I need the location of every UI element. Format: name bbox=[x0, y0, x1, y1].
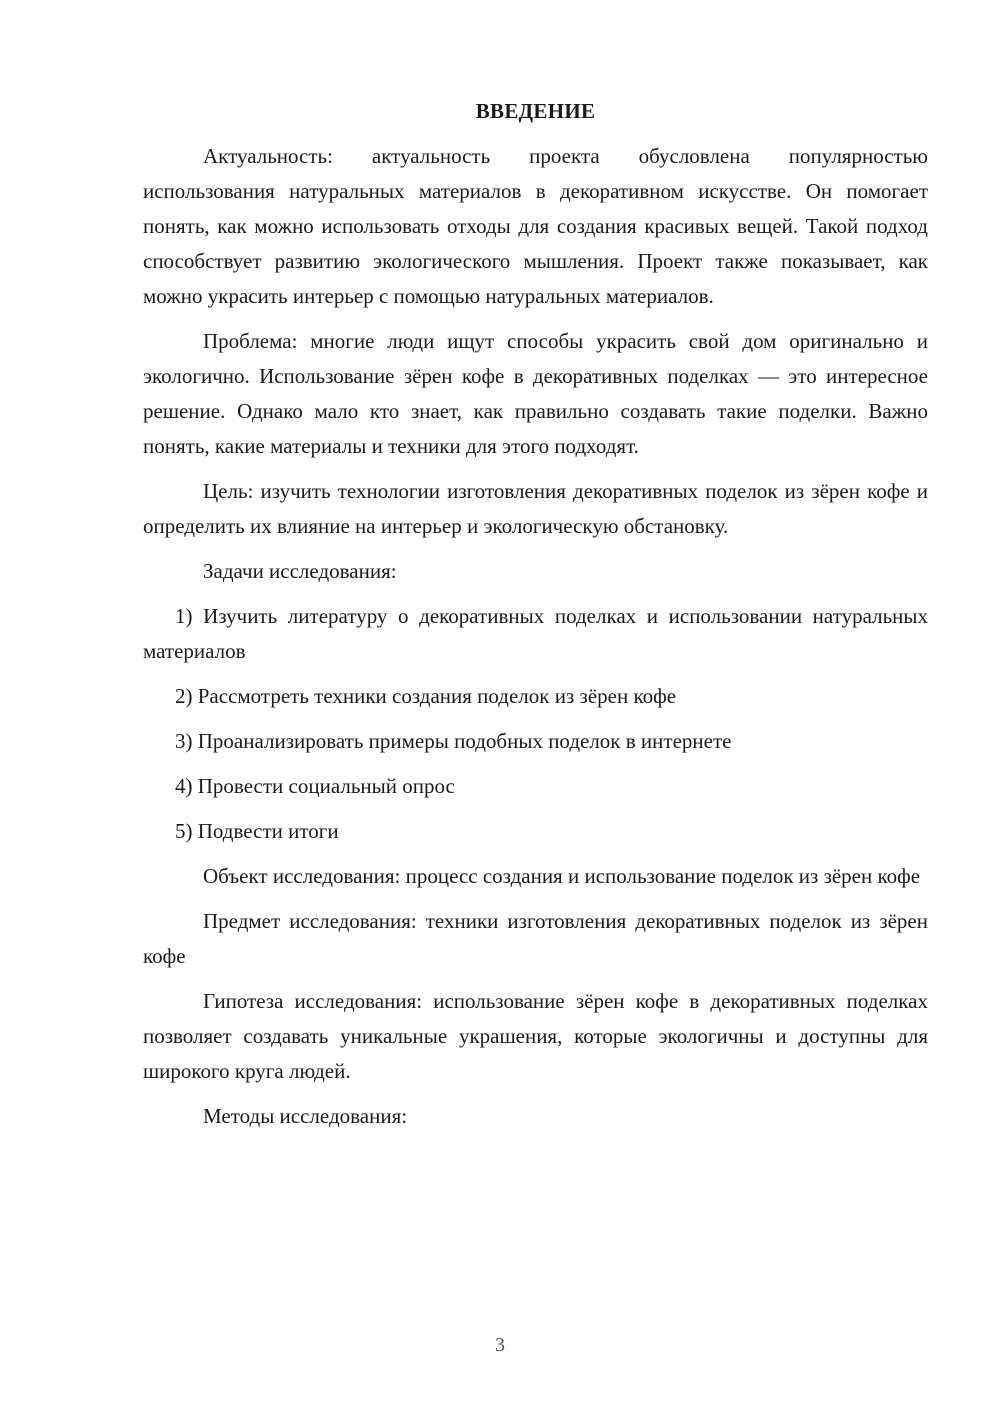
subject-paragraph: Предмет исследования: техники изготовления декоративных поделок из зёрен кофе bbox=[143, 909, 928, 968]
hypothesis-paragraph: Гипотеза исследования: использование зёрен кофе в декоративных поделках позволяет создавать уникальные украшения, которые экологичны и доступны для широкого круга людей. bbox=[143, 989, 928, 1083]
task-item-3: 3) Проанализировать примеры подобных поделок в интернете bbox=[175, 729, 732, 753]
object-paragraph: Объект исследования: процесс создания и использование поделок из зёрен кофе bbox=[203, 864, 921, 888]
page-title: ВВЕДЕНИЕ bbox=[475, 99, 596, 123]
relevance-paragraph: Актуальность: актуальность проекта обусловлена популярностью использования натуральных материалов в декоративном искусстве. Он помогает понять, как можно использовать отходы для создания красивых вещей. Такой подход способствует развитию экологического мышления. Проект также показывает, как можно украсить интерьер с помощью натуральных материалов. bbox=[143, 144, 928, 308]
problem-paragraph: Проблема: многие люди ищут способы украсить свой дом оригинально и экологично. Использование зёрен кофе в декоративных поделках — это интересное решение. Однако мало кто знает, как правильно создавать такие поделки. Важно понять, какие материалы и техники для этого подходят. bbox=[143, 329, 928, 458]
goal-paragraph: Цель: изучить технологии изготовления декоративных поделок из зёрен кофе и определить их влияние на интерьер и экологическую обстановку. bbox=[143, 479, 928, 538]
methods-heading: Методы исследования: bbox=[203, 1104, 408, 1128]
task-item-4: 4) Провести социальный опрос bbox=[175, 774, 455, 798]
document-page bbox=[143, 96, 928, 1144]
task-item-5: 5) Подвести итоги bbox=[175, 819, 339, 843]
task-item-2: 2) Рассмотреть техники создания поделок из зёрен кофе bbox=[175, 684, 677, 708]
page-number: 3 bbox=[495, 1334, 505, 1356]
task-item-1: 1) Изучить литературу о декоративных поделках и использовании натуральных материалов bbox=[143, 604, 928, 663]
tasks-heading: Задачи исследования: bbox=[203, 559, 397, 583]
